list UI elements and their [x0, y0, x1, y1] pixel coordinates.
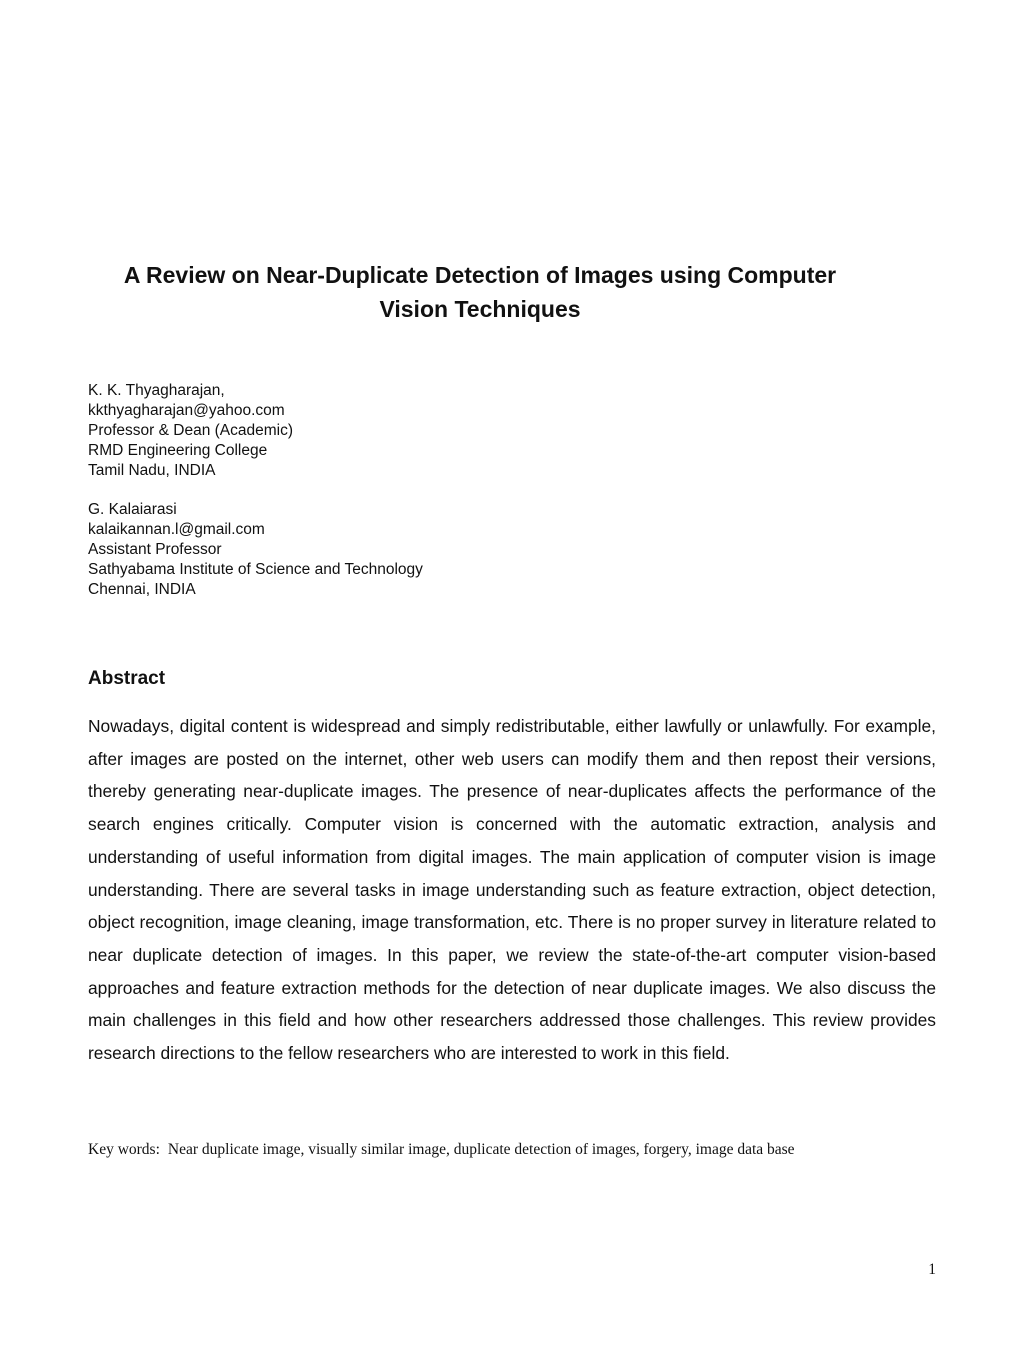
keywords-label: Key words: [88, 1141, 160, 1158]
paper-title [90, 258, 870, 326]
keywords-line [88, 1140, 795, 1160]
author-position: Professor & Dean (Academic) [88, 422, 294, 439]
paper-title-line-1: A Review on Near-Duplicate Detection of Images using Computer [123, 262, 837, 288]
paper-title-line-2: Vision Techniques [379, 296, 581, 322]
author-position: Assistant Professor [88, 541, 222, 558]
author-email: kkthyagharajan@yahoo.com [88, 402, 285, 419]
page-number: 1 [928, 1261, 936, 1278]
author-name: G. Kalaiarasi [88, 501, 177, 518]
author-email: kalaikannan.l@gmail.com [88, 521, 265, 538]
author-block-2 [88, 500, 423, 600]
author-institution: RMD Engineering College [88, 442, 268, 459]
abstract-heading: Abstract [88, 668, 166, 689]
author-institution: Sathyabama Institute of Science and Technology [88, 561, 423, 578]
author-block-1 [88, 381, 293, 481]
author-name: K. K. Thyagharajan, [88, 382, 225, 399]
keywords-text: Near duplicate image, visually similar image, duplicate detection of images, forgery, image data base [167, 1141, 795, 1158]
author-location: Chennai, INDIA [88, 581, 196, 598]
author-location: Tamil Nadu, INDIA [88, 462, 216, 479]
abstract-body: Nowadays, digital content is widespread and simply redistributable, either lawfully or unlawfully. For example, after images are posted on the internet, other web users can modify them and then repost their versions, thereby generating near-duplicate images. The presence of near-duplicates affects the performance of the search engines critically. Computer vision is concerned with the automatic extraction, analysis and understanding of useful information from digital images. The main application of computer vision is image understanding. There are several tasks in image understanding such as feature extraction, object detection, object recognition, image cleaning, image transformation, etc. There is no proper survey in literature related to near duplicate detection of images. In this paper, we review the state-of-the-art computer vision-based approaches and feature extraction methods for the detection of near duplicate images. We also discuss the main challenges in this field and how other researchers addressed those challenges. This review provides research directions to the fellow researchers who are interested to work in this field. [88, 716, 936, 1064]
